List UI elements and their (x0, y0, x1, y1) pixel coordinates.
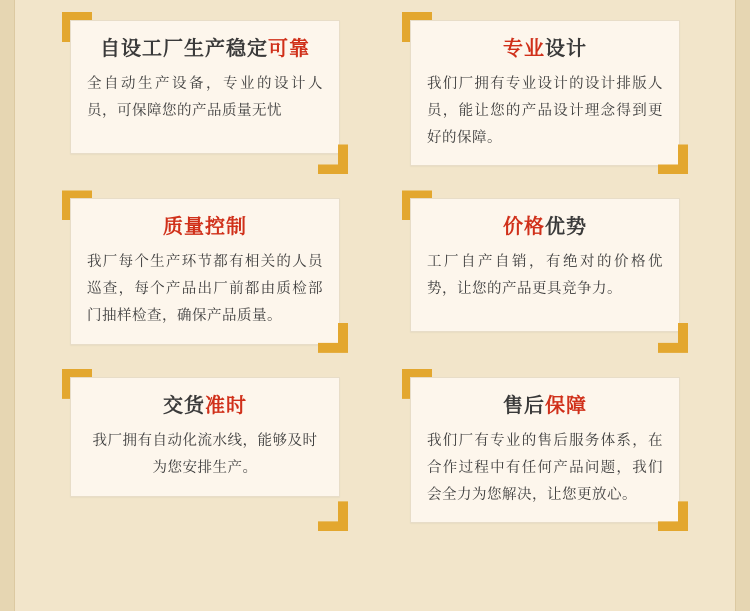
card-title-plain: 交货 (163, 394, 205, 417)
card-title-highlight: 准时 (205, 394, 247, 417)
card-body: 全自动生产设备，专业的设计人员，可保障您的产品质量无忧 (87, 76, 323, 119)
card-body: 工厂自产自销，有绝对的价格优势，让您的产品更具竞争力。 (427, 254, 663, 298)
feature-card (70, 377, 340, 497)
feature-card-wrapper (70, 198, 340, 344)
feature-card-wrapper (410, 198, 680, 344)
card-title-highlight: 保障 (545, 394, 587, 417)
feature-card-wrapper (410, 377, 680, 523)
feature-card-wrapper (70, 20, 340, 166)
card-title (87, 37, 323, 61)
feature-card (410, 377, 680, 523)
feature-card-grid (70, 20, 680, 555)
left-border-decoration (0, 0, 15, 611)
card-title-plain: 售后 (503, 394, 545, 417)
card-title: 质量控制 (163, 216, 247, 239)
feature-card (410, 198, 680, 332)
card-body: 我厂拥有自动化流水线，能够及时为您安排生产。 (92, 432, 318, 476)
right-border-decoration (735, 0, 750, 611)
card-title (427, 394, 663, 418)
feature-card (70, 198, 340, 344)
card-title-highlight: 价格 (503, 216, 545, 239)
card-title (427, 37, 663, 61)
card-title-highlight: 可靠 (268, 38, 310, 60)
card-title-plain: 自设工厂生产稳定 (100, 38, 268, 60)
card-title-highlight: 专业 (503, 38, 545, 60)
card-body: 我们厂拥有专业设计的设计排版人员，能让您的产品设计理念得到更好的保障。 (427, 76, 663, 146)
corner-accent-bottom-right-icon (318, 501, 348, 531)
card-title (427, 215, 663, 239)
card-body: 我们厂有专业的售后服务体系，在合作过程中有任何产品问题，我们会全力为您解决，让您更放心。 (427, 432, 663, 503)
card-title-plain: 设计 (545, 38, 587, 60)
feature-card (70, 20, 340, 154)
card-body: 我厂每个生产环节都有相关的人员巡查，每个产品出厂前都由质检部门抽样检查，确保产品质量。 (87, 254, 323, 325)
card-title-plain: 优势 (545, 216, 587, 239)
feature-card (410, 20, 680, 166)
feature-card-wrapper (70, 377, 340, 523)
feature-card-wrapper (410, 20, 680, 166)
card-title (87, 394, 323, 418)
